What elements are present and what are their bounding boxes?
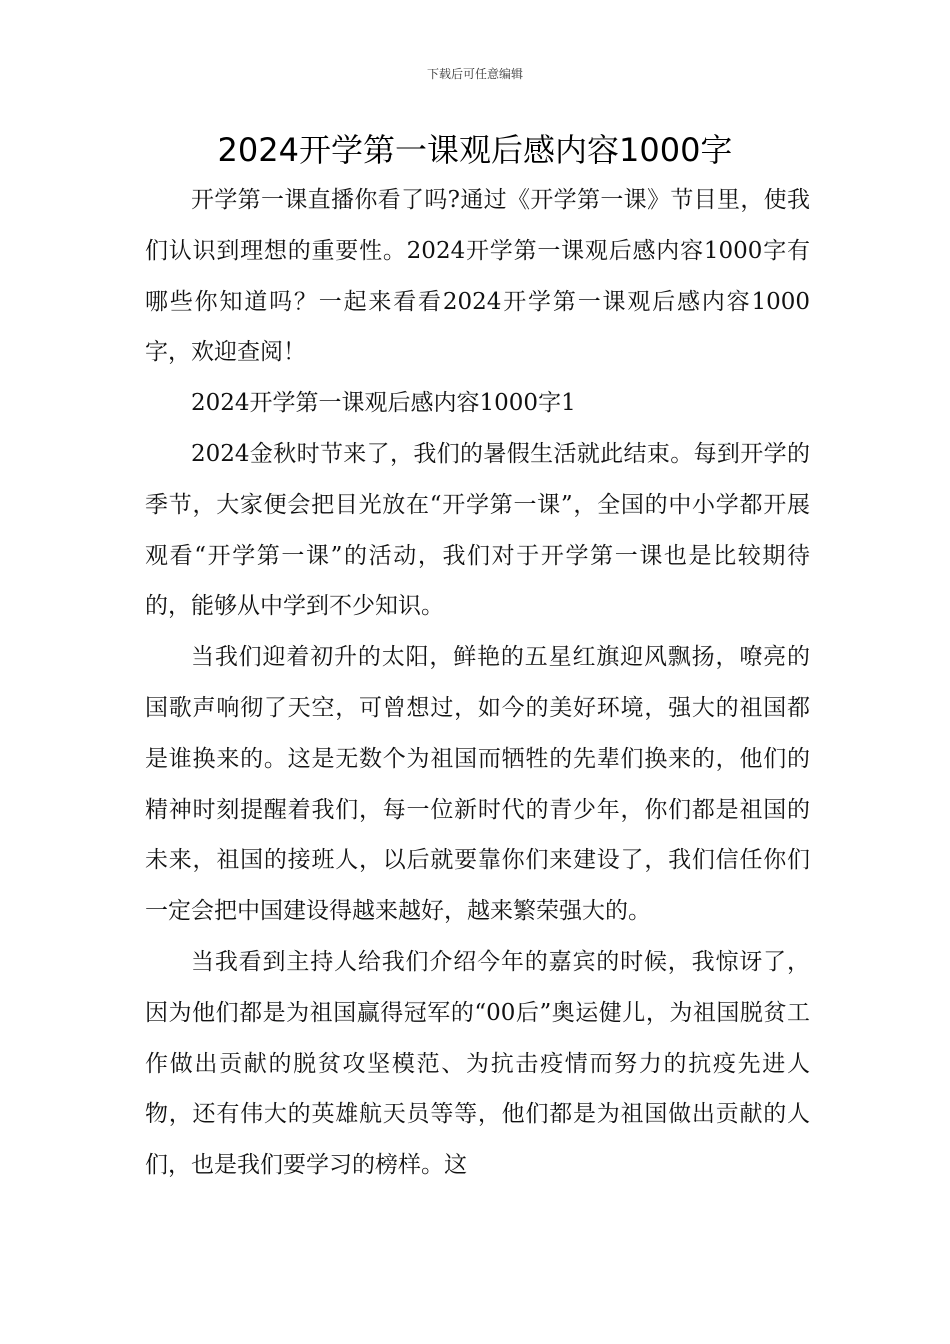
document-body xyxy=(145,175,810,1191)
body-paragraph: 当我看到主持人给我们介绍今年的嘉宾的时候，我惊讶了，因为他们都是为祖国赢得冠军的“00后”奥运健儿，为祖国脱贫工作做出贡献的脱贫攻坚模范、为抗击疫情而努力的抗疫先进人物，还有伟大的英雄航天员等等，他们都是为祖国做出贡献的人们，也是我们要学习的榜样。这 xyxy=(145,948,810,1179)
body-paragraph: 2024金秋时节来了，我们的暑假生活就此结束。每到开学的季节，大家便会把目光放在“开学第一课”，全国的中小学都开展观看“开学第一课”的活动，我们对于开学第一课也是比较期待的，能够从中学到不少知识。 xyxy=(145,440,810,620)
document-title: 2024开学第一课观后感内容1000字 xyxy=(217,131,733,169)
header-note: 下载后可任意编辑 xyxy=(426,67,523,81)
body-paragraph: 当我们迎着初升的太阳，鲜艳的五星红旗迎风飘扬，嘹亮的国歌声响彻了天空，可曾想过，如今的美好环境，强大的祖国都是谁换来的。这是无数个为祖国而牺牲的先辈们换来的，他们的精神时刻提醒着我们，每一位新时代的青少年，你们都是祖国的未来，祖国的接班人，以后就要靠你们来建设了，我们信任你们一定会把中国建设得越来越好，越来繁荣强大的。 xyxy=(145,644,810,925)
intro-paragraph: 开学第一课直播你看了吗?通过《开学第一课》节目里，使我们认识到理想的重要性。2024开学第一课观后感内容1000字有哪些你知道吗？一起来看看2024开学第一课观后感内容1000字，欢迎查阅！ xyxy=(145,187,810,366)
section-heading: 2024开学第一课观后感内容1000字1 xyxy=(191,390,576,417)
